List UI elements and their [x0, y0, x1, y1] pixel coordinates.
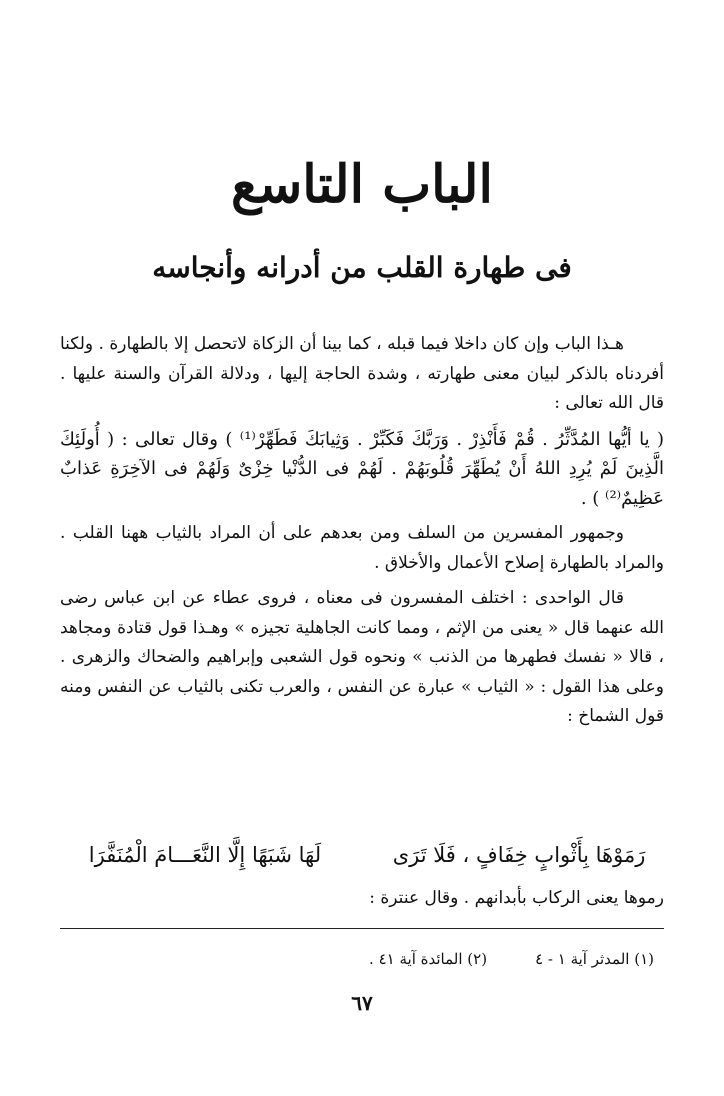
footnote-1: (١) المدثر آية ١ - ٤ — [535, 950, 654, 968]
footnote-2: (٢) المائدة آية ٤١ . — [369, 950, 488, 968]
poem-first-hemistich: رَمَوْهَا بِأَثْوابٍ خِفَافٍ ، فَلَا تَرَى — [392, 843, 646, 867]
paragraph-interpretation: وجمهور المفسرين من السلف ومن بعدهم على أن المراد بالثياب ههنا القلب . والمراد بالطهارة إصلاح الأعمال والأخلاق . — [60, 523, 664, 573]
paragraph-quran-verses: ( يا أيُّها المُدَّثِّرُ . قُمْ فَأَنْذِرْ . وَرَبَّكَ فَكَبِّرْ . وَثِيابَكَ فَطَهِّرْ⁽¹⁾ ) وقال تعالى : ( أُولَئِكَ الَّذِينَ لَمْ يُرِدِ اللهُ أَنْ يُطَهِّرَ قُلُوبَهُمْ . لَهُمْ فى الدُّنْيا خِزْىٌ وَلَهُمْ فى الآخِرَةِ عَذابٌ عَظِيمٌ⁽²⁾ ) . — [60, 428, 665, 509]
footnote-divider — [60, 928, 664, 929]
poem-second-hemistich: لَهَا شَبَهًا إِلَّا النَّعَـــامَ الْمُنَفَّرَا — [88, 843, 322, 867]
body-text — [60, 330, 664, 738]
footnotes — [60, 946, 654, 972]
page-number: ٦٧ — [351, 991, 373, 1015]
paragraph-intro: هـذا الباب وإن كان داخلا فيما قبله ، كما بينا أن الزكاة لاتحصل إلا بالطهارة . ولكنا أفردناه بالذكر لبيان معنى طهارته ، وشدة الحاجة إليها ، ودلالة القرآن والسنة عليها . قال الله تعالى : — [60, 334, 664, 413]
chapter-title: الباب التاسع — [231, 154, 493, 215]
poem-verse — [60, 838, 664, 872]
paragraph-after-poem: رموها يعنى الركاب بأبدانهم . وقال عنترة : — [369, 888, 664, 908]
paragraph-wahidi: قال الواحدى : اختلف المفسرون فى معناه ، فروى عطاء عن ابن عباس رضى الله عنهما قال « يعنى من الإثم ، ومما كانت الجاهلية تجيزه » وهـذا قول قتادة ومجاهد ، قالا « نفسك فطهرها من الذنب » ونحوه قول الشعبى وإبراهيم والضحاك والزهرى . وعلى هذا القول : « الثياب » عبارة عن النفس ، والعرب تكنى بالثياب عن النفس ومنه قول الشماخ : — [60, 588, 664, 726]
chapter-subtitle: فى طهارة القلب من أدرانه وأنجاسه — [152, 251, 572, 284]
